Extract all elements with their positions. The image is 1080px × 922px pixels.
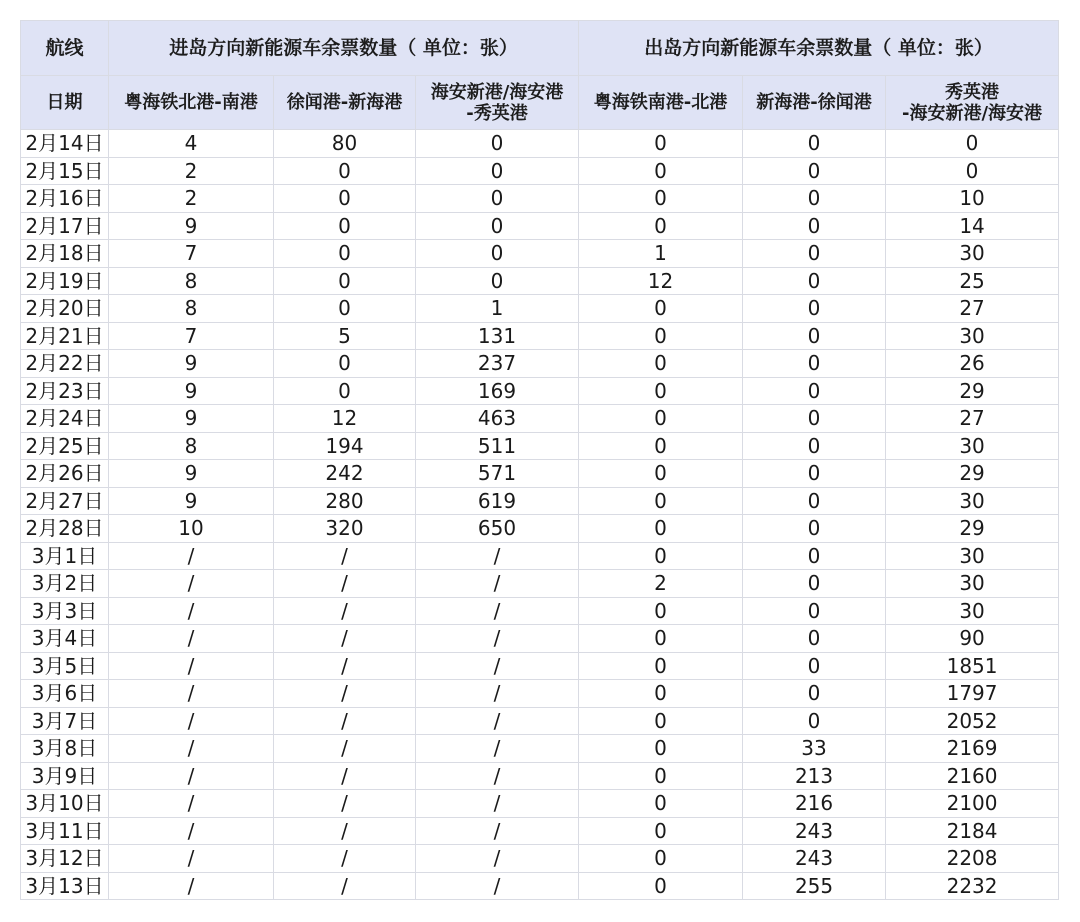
ticket-count-cell: 255 (743, 872, 886, 900)
date-cell: 2月14日 (21, 130, 109, 158)
date-cell: 3月2日 (21, 570, 109, 598)
date-cell: 3月9日 (21, 762, 109, 790)
ticket-count-cell: 2 (109, 157, 274, 185)
ticket-count-cell: 30 (886, 597, 1059, 625)
ticket-count-cell: 9 (109, 460, 274, 488)
ticket-count-cell: 8 (109, 267, 274, 295)
table-header (21, 21, 1059, 130)
ticket-count-cell: 30 (886, 432, 1059, 460)
ticket-count-cell: / (109, 570, 274, 598)
ticket-count-cell: / (109, 652, 274, 680)
ticket-count-cell: 29 (886, 515, 1059, 543)
ticket-count-cell: 10 (109, 515, 274, 543)
ticket-count-cell: 0 (579, 790, 743, 818)
ticket-count-cell: / (416, 735, 579, 763)
ticket-count-cell: 0 (579, 322, 743, 350)
ticket-count-cell: 0 (416, 157, 579, 185)
date-cell: 3月4日 (21, 625, 109, 653)
ticket-count-cell: 7 (109, 240, 274, 268)
ticket-count-cell: 33 (743, 735, 886, 763)
ticket-count-cell: 0 (579, 185, 743, 213)
ticket-count-cell: 0 (274, 212, 416, 240)
ticket-count-cell: 0 (743, 267, 886, 295)
ticket-count-cell: 237 (416, 350, 579, 378)
ticket-count-cell: / (416, 790, 579, 818)
ticket-count-cell: 2 (579, 570, 743, 598)
ticket-count-cell: 4 (109, 130, 274, 158)
ticket-count-cell: 0 (743, 570, 886, 598)
route-column-header (886, 76, 1059, 130)
ticket-count-cell: 0 (274, 157, 416, 185)
ticket-count-cell: 0 (579, 432, 743, 460)
table-row (21, 680, 1059, 708)
ticket-count-cell: / (109, 707, 274, 735)
ticket-count-cell: / (274, 817, 416, 845)
table-row (21, 460, 1059, 488)
route-label: 航线 (21, 21, 109, 76)
route-column-header (743, 76, 886, 130)
table-row (21, 212, 1059, 240)
ticket-count-cell: 2160 (886, 762, 1059, 790)
route-column-header-line: 海安新港/海安港 (430, 81, 564, 103)
table-row (21, 322, 1059, 350)
ticket-count-cell: 0 (743, 542, 886, 570)
ticket-count-cell: 0 (579, 212, 743, 240)
ticket-count-cell: 280 (274, 487, 416, 515)
date-cell: 3月10日 (21, 790, 109, 818)
ticket-count-cell: 0 (743, 212, 886, 240)
ticket-count-cell: / (274, 762, 416, 790)
table-row (21, 432, 1059, 460)
ticket-count-cell: / (274, 790, 416, 818)
table-body (21, 130, 1059, 900)
ticket-count-cell: 0 (743, 157, 886, 185)
ticket-count-cell: 0 (579, 625, 743, 653)
route-column-header-line: 粤海铁北港-南港 (124, 92, 258, 113)
ticket-count-cell: 216 (743, 790, 886, 818)
ticket-table-container (20, 20, 1060, 900)
ticket-count-cell: / (274, 680, 416, 708)
date-cell: 2月26日 (21, 460, 109, 488)
ticket-count-cell: 0 (416, 212, 579, 240)
route-column-header-line: 徐闻港-新海港 (286, 92, 403, 113)
ticket-count-cell: 243 (743, 845, 886, 873)
ticket-count-cell: 0 (743, 130, 886, 158)
ticket-count-cell: 0 (579, 652, 743, 680)
ticket-count-cell: 2208 (886, 845, 1059, 873)
ticket-count-cell: 0 (579, 515, 743, 543)
ticket-count-cell: 0 (579, 350, 743, 378)
table-row (21, 542, 1059, 570)
ticket-count-cell: 12 (274, 405, 416, 433)
ticket-count-cell: 0 (579, 707, 743, 735)
ticket-count-cell: 1 (416, 295, 579, 323)
ticket-count-cell: / (109, 790, 274, 818)
ticket-count-cell: 0 (579, 845, 743, 873)
date-cell: 2月28日 (21, 515, 109, 543)
ticket-count-cell: 2052 (886, 707, 1059, 735)
table-row (21, 652, 1059, 680)
table-row (21, 157, 1059, 185)
ticket-count-cell: 0 (416, 267, 579, 295)
ticket-count-cell: 0 (274, 295, 416, 323)
route-column-header-line: 秀英港 (945, 81, 1000, 103)
ticket-count-cell: 9 (109, 377, 274, 405)
ticket-count-cell: 30 (886, 570, 1059, 598)
ticket-count-cell: / (416, 872, 579, 900)
table-row (21, 295, 1059, 323)
ticket-count-cell: 131 (416, 322, 579, 350)
date-cell: 2月22日 (21, 350, 109, 378)
ticket-count-cell: / (416, 707, 579, 735)
table-row (21, 267, 1059, 295)
date-cell: 3月1日 (21, 542, 109, 570)
ticket-count-cell: / (109, 845, 274, 873)
ticket-count-cell: 2169 (886, 735, 1059, 763)
remaining-tickets-table (20, 20, 1059, 900)
table-row (21, 377, 1059, 405)
table-row (21, 130, 1059, 158)
ticket-count-cell: 0 (579, 487, 743, 515)
ticket-count-cell: / (109, 597, 274, 625)
ticket-count-cell: 0 (274, 267, 416, 295)
ticket-count-cell: 0 (274, 350, 416, 378)
ticket-count-cell: 0 (743, 295, 886, 323)
date-cell: 3月7日 (21, 707, 109, 735)
ticket-count-cell: 242 (274, 460, 416, 488)
inbound-direction-title: 进岛方向新能源车余票数量（ 单位：张） (109, 21, 579, 76)
ticket-count-cell: / (416, 597, 579, 625)
ticket-count-cell: 29 (886, 377, 1059, 405)
ticket-count-cell: 27 (886, 295, 1059, 323)
ticket-count-cell: 0 (579, 295, 743, 323)
date-cell: 2月25日 (21, 432, 109, 460)
date-cell: 2月15日 (21, 157, 109, 185)
ticket-count-cell: / (274, 845, 416, 873)
ticket-count-cell: 0 (579, 377, 743, 405)
ticket-count-cell: 9 (109, 212, 274, 240)
ticket-count-cell: / (109, 762, 274, 790)
ticket-count-cell: / (274, 597, 416, 625)
table-row (21, 625, 1059, 653)
ticket-count-cell: 25 (886, 267, 1059, 295)
ticket-count-cell: 0 (743, 460, 886, 488)
ticket-count-cell: 0 (274, 185, 416, 213)
ticket-count-cell: / (274, 542, 416, 570)
date-cell: 3月5日 (21, 652, 109, 680)
date-label: 日期 (21, 76, 109, 130)
ticket-count-cell: 0 (579, 597, 743, 625)
route-column-header (416, 76, 579, 130)
ticket-count-cell: 2184 (886, 817, 1059, 845)
ticket-count-cell: 90 (886, 625, 1059, 653)
ticket-count-cell: 80 (274, 130, 416, 158)
ticket-count-cell: 571 (416, 460, 579, 488)
ticket-count-cell: 12 (579, 267, 743, 295)
date-cell: 2月16日 (21, 185, 109, 213)
ticket-count-cell: 14 (886, 212, 1059, 240)
table-row (21, 735, 1059, 763)
ticket-count-cell: / (416, 845, 579, 873)
ticket-count-cell: 0 (743, 625, 886, 653)
ticket-count-cell: 0 (579, 460, 743, 488)
ticket-count-cell: 1797 (886, 680, 1059, 708)
ticket-count-cell: 7 (109, 322, 274, 350)
ticket-count-cell: 0 (743, 652, 886, 680)
date-cell: 2月21日 (21, 322, 109, 350)
route-column-header-line: -秀英港 (466, 102, 528, 124)
ticket-count-cell: 30 (886, 322, 1059, 350)
ticket-count-cell: / (274, 707, 416, 735)
ticket-count-cell: / (109, 735, 274, 763)
date-cell: 2月20日 (21, 295, 109, 323)
ticket-count-cell: 320 (274, 515, 416, 543)
ticket-count-cell: 2 (109, 185, 274, 213)
ticket-count-cell: 0 (579, 735, 743, 763)
ticket-count-cell: 2232 (886, 872, 1059, 900)
route-column-header (274, 76, 416, 130)
ticket-count-cell: 0 (579, 817, 743, 845)
table-row (21, 405, 1059, 433)
ticket-count-cell: 0 (743, 707, 886, 735)
ticket-count-cell: 0 (579, 762, 743, 790)
table-row (21, 597, 1059, 625)
ticket-count-cell: 0 (743, 487, 886, 515)
ticket-count-cell: / (274, 735, 416, 763)
table-row (21, 762, 1059, 790)
date-cell: 3月3日 (21, 597, 109, 625)
ticket-count-cell: 29 (886, 460, 1059, 488)
table-row (21, 570, 1059, 598)
route-column-header-line: -海安新港/海安港 (902, 102, 1043, 124)
ticket-count-cell: 194 (274, 432, 416, 460)
ticket-count-cell: 650 (416, 515, 579, 543)
ticket-count-cell: / (416, 680, 579, 708)
ticket-count-cell: 0 (579, 130, 743, 158)
ticket-count-cell: / (109, 542, 274, 570)
ticket-count-cell: 463 (416, 405, 579, 433)
ticket-count-cell: 511 (416, 432, 579, 460)
ticket-count-cell: 0 (743, 597, 886, 625)
ticket-count-cell: 0 (743, 432, 886, 460)
ticket-count-cell: / (416, 570, 579, 598)
route-column-header (579, 76, 743, 130)
ticket-count-cell: 9 (109, 487, 274, 515)
ticket-count-cell: 0 (743, 377, 886, 405)
date-cell: 3月11日 (21, 817, 109, 845)
ticket-count-cell: 0 (743, 322, 886, 350)
ticket-count-cell: 0 (743, 350, 886, 378)
ticket-count-cell: 213 (743, 762, 886, 790)
ticket-count-cell: 0 (743, 405, 886, 433)
date-cell: 2月24日 (21, 405, 109, 433)
date-cell: 3月8日 (21, 735, 109, 763)
route-column-header (109, 76, 274, 130)
ticket-count-cell: 30 (886, 487, 1059, 515)
ticket-count-cell: / (109, 680, 274, 708)
table-row (21, 240, 1059, 268)
ticket-count-cell: 0 (579, 542, 743, 570)
ticket-count-cell: / (274, 872, 416, 900)
ticket-count-cell: 0 (274, 240, 416, 268)
ticket-count-cell: 10 (886, 185, 1059, 213)
date-cell: 2月19日 (21, 267, 109, 295)
table-row (21, 845, 1059, 873)
ticket-count-cell: 1 (579, 240, 743, 268)
ticket-count-cell: 1851 (886, 652, 1059, 680)
ticket-count-cell: 8 (109, 432, 274, 460)
ticket-count-cell: 0 (743, 680, 886, 708)
ticket-count-cell: 0 (579, 872, 743, 900)
date-cell: 3月12日 (21, 845, 109, 873)
ticket-count-cell: 0 (743, 515, 886, 543)
ticket-count-cell: / (416, 542, 579, 570)
ticket-count-cell: 0 (416, 130, 579, 158)
ticket-count-cell: 0 (579, 157, 743, 185)
route-column-header-line: 粤海铁南港-北港 (593, 92, 728, 113)
table-row (21, 515, 1059, 543)
ticket-count-cell: 9 (109, 405, 274, 433)
table-row (21, 487, 1059, 515)
date-cell: 2月23日 (21, 377, 109, 405)
ticket-count-cell: / (274, 652, 416, 680)
ticket-count-cell: / (109, 817, 274, 845)
date-cell: 3月6日 (21, 680, 109, 708)
ticket-count-cell: 0 (886, 157, 1059, 185)
ticket-count-cell: 0 (416, 185, 579, 213)
ticket-count-cell: 243 (743, 817, 886, 845)
ticket-count-cell: / (274, 625, 416, 653)
ticket-count-cell: 0 (579, 680, 743, 708)
ticket-count-cell: / (274, 570, 416, 598)
table-row (21, 707, 1059, 735)
date-cell: 3月13日 (21, 872, 109, 900)
table-row (21, 350, 1059, 378)
ticket-count-cell: / (416, 817, 579, 845)
ticket-count-cell: / (416, 652, 579, 680)
table-row (21, 872, 1059, 900)
date-cell: 2月17日 (21, 212, 109, 240)
ticket-count-cell: / (416, 625, 579, 653)
ticket-count-cell: 619 (416, 487, 579, 515)
header-row-lines (21, 76, 1059, 130)
outbound-direction-title: 出岛方向新能源车余票数量（ 单位：张） (579, 21, 1059, 76)
date-cell: 2月27日 (21, 487, 109, 515)
ticket-count-cell: 8 (109, 295, 274, 323)
ticket-count-cell: 9 (109, 350, 274, 378)
ticket-count-cell: / (416, 762, 579, 790)
date-cell: 2月18日 (21, 240, 109, 268)
header-row-routes (21, 21, 1059, 76)
table-row (21, 185, 1059, 213)
ticket-count-cell: 0 (579, 405, 743, 433)
ticket-count-cell: 0 (274, 377, 416, 405)
ticket-count-cell: 27 (886, 405, 1059, 433)
table-row (21, 790, 1059, 818)
ticket-count-cell: 30 (886, 542, 1059, 570)
ticket-count-cell: 0 (743, 240, 886, 268)
route-column-header-line: 新海港-徐闻港 (756, 92, 872, 113)
ticket-count-cell: 0 (886, 130, 1059, 158)
ticket-count-cell: 0 (743, 185, 886, 213)
ticket-count-cell: 0 (416, 240, 579, 268)
ticket-count-cell: / (109, 625, 274, 653)
ticket-count-cell: 26 (886, 350, 1059, 378)
ticket-count-cell: 2100 (886, 790, 1059, 818)
table-row (21, 817, 1059, 845)
ticket-count-cell: 30 (886, 240, 1059, 268)
ticket-count-cell: 169 (416, 377, 579, 405)
ticket-count-cell: 5 (274, 322, 416, 350)
ticket-count-cell: / (109, 872, 274, 900)
